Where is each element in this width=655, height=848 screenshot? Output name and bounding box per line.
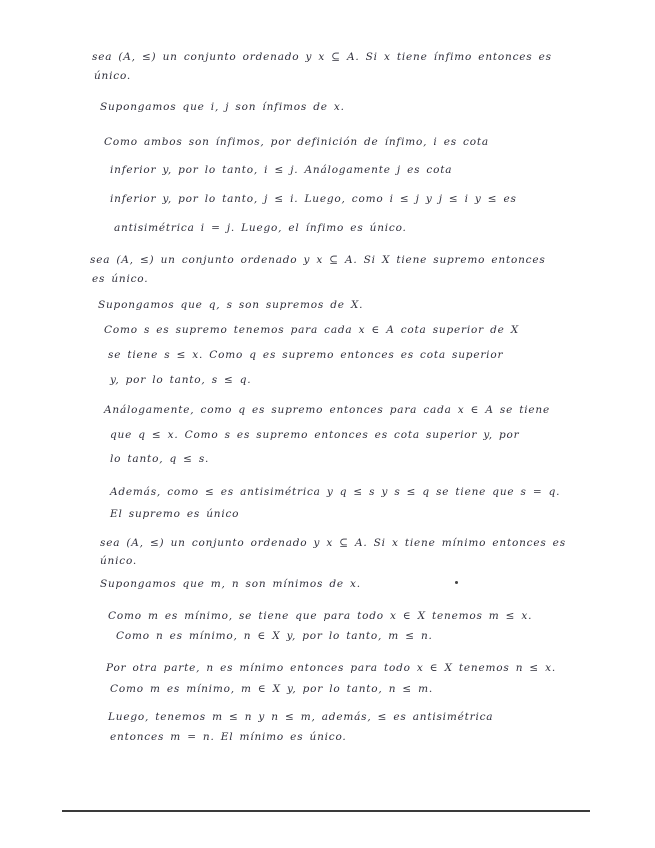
text-line: único.	[94, 70, 132, 82]
text-line: Como ambos son ínfimos, por definición de ínfimo, i es cota	[104, 136, 489, 148]
text-line: Como m es mínimo, se tiene que para todo x ∈ X tenemos m ≤ x.	[108, 610, 533, 622]
text-line: único.	[100, 555, 138, 567]
text-line: lo tanto, q ≤ s.	[110, 453, 210, 465]
text-line: Luego, tenemos m ≤ n y n ≤ m, además, ≤ es antisimétrica	[108, 711, 494, 723]
text-line: sea (A, ≤) un conjunto ordenado y x ⊆ A. Si X tiene supremo entonces	[90, 254, 546, 266]
text-line: Por otra parte, n es mínimo entonces para todo x ∈ X tenemos n ≤ x.	[106, 662, 556, 674]
text-line: se tiene s ≤ x. Como q es supremo entonces es cota superior	[108, 349, 504, 361]
text-line: que q ≤ x. Como s es supremo entonces es cota superior y, por	[110, 429, 520, 441]
text-line: Supongamos que q, s son supremos de X.	[98, 299, 364, 311]
text-line: Análogamente, como q es supremo entonces para cada x ∈ A se tiene	[104, 404, 551, 416]
text-line: Como s es supremo tenemos para cada x ∈ A cota superior de X	[104, 324, 520, 336]
text-line: El supremo es único	[110, 508, 240, 520]
text-line: sea (A, ≤) un conjunto ordenado y x ⊆ A. Si x tiene mínimo entonces es	[100, 537, 566, 549]
text-line: Como m es mínimo, m ∈ X y, por lo tanto, n ≤ m.	[110, 683, 434, 695]
text-line: antisimétrica i = j. Luego, el ínfimo es único.	[114, 222, 407, 234]
text-line: Supongamos que i, j son ínfimos de x.	[100, 101, 345, 113]
text-line: Además, como ≤ es antisimétrica y q ≤ s y s ≤ q se tiene que s = q.	[110, 486, 561, 498]
handwritten-page	[62, 28, 590, 812]
text-line: y, por lo tanto, s ≤ q.	[110, 374, 252, 386]
text-line: inferior y, por lo tanto, j ≤ i. Luego, como i ≤ j y j ≤ i y ≤ es	[110, 193, 517, 205]
text-line: entonces m = n. El mínimo es único.	[110, 731, 347, 743]
text-line: es único.	[92, 273, 149, 285]
text-line: inferior y, por lo tanto, i ≤ j. Análogamente j es cota	[110, 164, 453, 176]
text-line: Como n es mínimo, n ∈ X y, por lo tanto, m ≤ n.	[116, 630, 433, 642]
text-line: sea (A, ≤) un conjunto ordenado y x ⊆ A. Si x tiene ínfimo entonces es	[92, 51, 552, 63]
text-line: Supongamos que m, n son mínimos de x.	[100, 578, 361, 590]
ink-dot	[455, 581, 458, 584]
